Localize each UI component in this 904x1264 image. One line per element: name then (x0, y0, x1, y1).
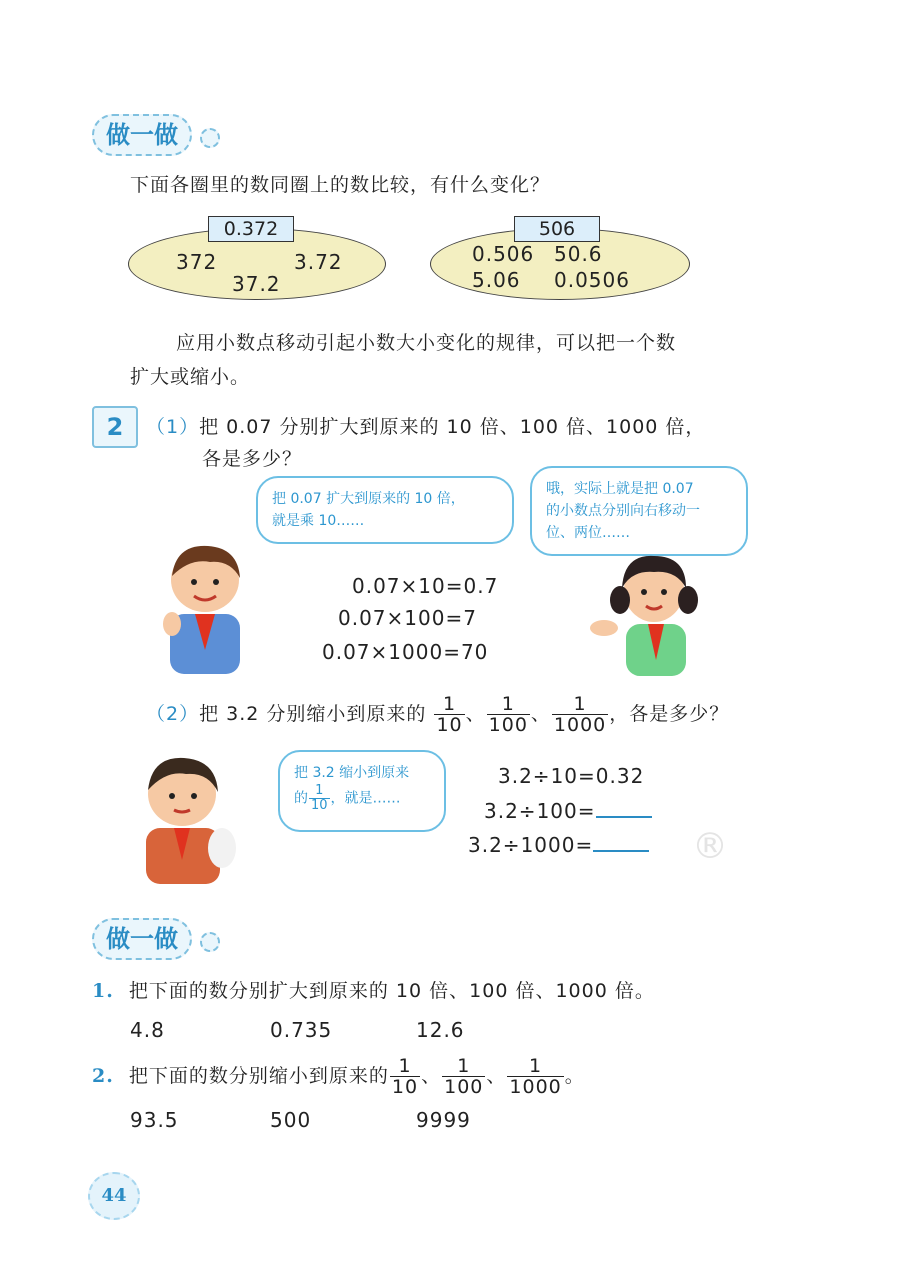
thinking-boy-illustration (130, 752, 240, 888)
answer-blank[interactable] (596, 798, 652, 818)
circle-1-value: 37.2 (232, 272, 281, 296)
fraction-one-tenth: $\frac{1}{10}$ (391, 1055, 419, 1098)
girl-bubble-line: 哦，实际上就是把 0.07 (546, 481, 694, 497)
fraction-one-thousandth: $\frac{1}{1000}$ (509, 1055, 562, 1098)
exercise-2: 2. 把下面的数分别缩小到原来的 $\frac{1}{10}$ 、 $\frac{1}{100}$ 、 $\frac{1}{1000}$ 。 (92, 1055, 585, 1098)
tag-bubble-tail (200, 932, 220, 952)
equation-row: 3.2÷10=0.32 (498, 764, 645, 788)
boy-speech-bubble (256, 476, 514, 544)
do-it-tag: 做一做 (92, 918, 192, 960)
girl-bubble-line: 位、两位…… (546, 525, 630, 541)
circle-2-value: 50.6 (554, 242, 603, 266)
part-1-line-2: 各是多少？ (202, 448, 303, 470)
tag-bubble-tail (200, 128, 220, 148)
equation-row-with-blank: 3.2÷100= (484, 798, 652, 823)
exercise-1 (92, 976, 655, 1003)
example-number-badge: 2 (92, 406, 138, 448)
exercise-value: 4.8 (130, 1018, 165, 1042)
part-1-question (146, 412, 705, 439)
exercise-number: 1. (92, 980, 114, 1002)
fraction-one-thousandth: $\frac{1}{1000}$ (553, 693, 607, 736)
bubble-line-1: 把 3.2 缩小到原来 (294, 765, 410, 781)
exercise-2-text: 把下面的数分别缩小到原来的 (128, 1065, 389, 1087)
page-number: 44 (88, 1172, 140, 1220)
circle-1-value: 372 (176, 250, 218, 274)
circle-2-value: 5.06 (472, 268, 521, 292)
circle-1-label: 0.372 (208, 216, 294, 242)
circle-2-label: 506 (514, 216, 600, 242)
exercise-value: 12.6 (416, 1018, 465, 1042)
registered-watermark: ® (692, 826, 728, 867)
fraction-one-hundredth: $\frac{1}{100}$ (488, 693, 528, 736)
equation-row: 0.07×100=7 (338, 606, 477, 630)
fraction-one-tenth: $\frac{1}{10}$ (436, 693, 463, 736)
girl-bubble-line: 的小数点分别向右移动一 (546, 503, 700, 519)
do-it-tag: 做一做 (92, 114, 192, 156)
equation-row: 0.07×10=0.7 (352, 574, 499, 598)
equation-row-with-blank: 3.2÷1000= (468, 832, 649, 857)
circle-2-value: 0.506 (472, 242, 535, 266)
boy-bubble-line: 把 0.07 扩大到原来的 10 倍， (272, 491, 465, 507)
girl-illustration (590, 548, 710, 678)
girl-speech-bubble (530, 466, 748, 556)
rule-text-line-1: 应用小数点移动引起小数大小变化的规律，可以把一个数 (176, 332, 677, 354)
circle-2-value: 0.0506 (554, 268, 630, 292)
part-1-line-1: 把 0.07 分别扩大到原来的 10 倍、100 倍、1000 倍， (199, 416, 706, 438)
question-text: 下面各圈里的数同圈上的数比较，有什么变化？ (130, 174, 551, 196)
part-2-suffix: ，各是多少？ (609, 703, 730, 725)
exercise-number: 2. (92, 1065, 114, 1087)
exercise-value: 93.5 (130, 1108, 179, 1132)
part-2-label: （2） (146, 703, 200, 725)
answer-blank[interactable] (593, 832, 649, 852)
bubble-fraction: $\frac{1}{10}$ (311, 783, 328, 813)
rule-text-line-2: 扩大或缩小。 (130, 366, 251, 388)
bubble-line-2: 的 $\frac{1}{10}$ ，就是…… (294, 783, 401, 813)
equation-row: 0.07×1000=70 (322, 640, 489, 664)
boy-bubble-line: 就是乘 10…… (272, 513, 365, 529)
part-2-prefix: 把 3.2 分别缩小到原来的 (199, 703, 427, 725)
exercise-value: 9999 (416, 1108, 471, 1132)
exercise-1-text: 把下面的数分别扩大到原来的 10 倍、100 倍、1000 倍。 (128, 980, 655, 1002)
part-1-label: （1） (146, 416, 200, 438)
circle-1-value: 3.72 (294, 250, 343, 274)
boy-illustration (150, 540, 260, 680)
thinking-boy-bubble (278, 750, 446, 832)
exercise-value: 500 (270, 1108, 312, 1132)
fraction-one-hundredth: $\frac{1}{100}$ (444, 1055, 484, 1098)
part-2-question: （2）把 3.2 分别缩小到原来的 $\frac{1}{10}$ 、 $\frac{1}{100}$ 、 $\frac{1}{1000}$ ，各是多少？ (146, 693, 730, 736)
exercise-value: 0.735 (270, 1018, 333, 1042)
